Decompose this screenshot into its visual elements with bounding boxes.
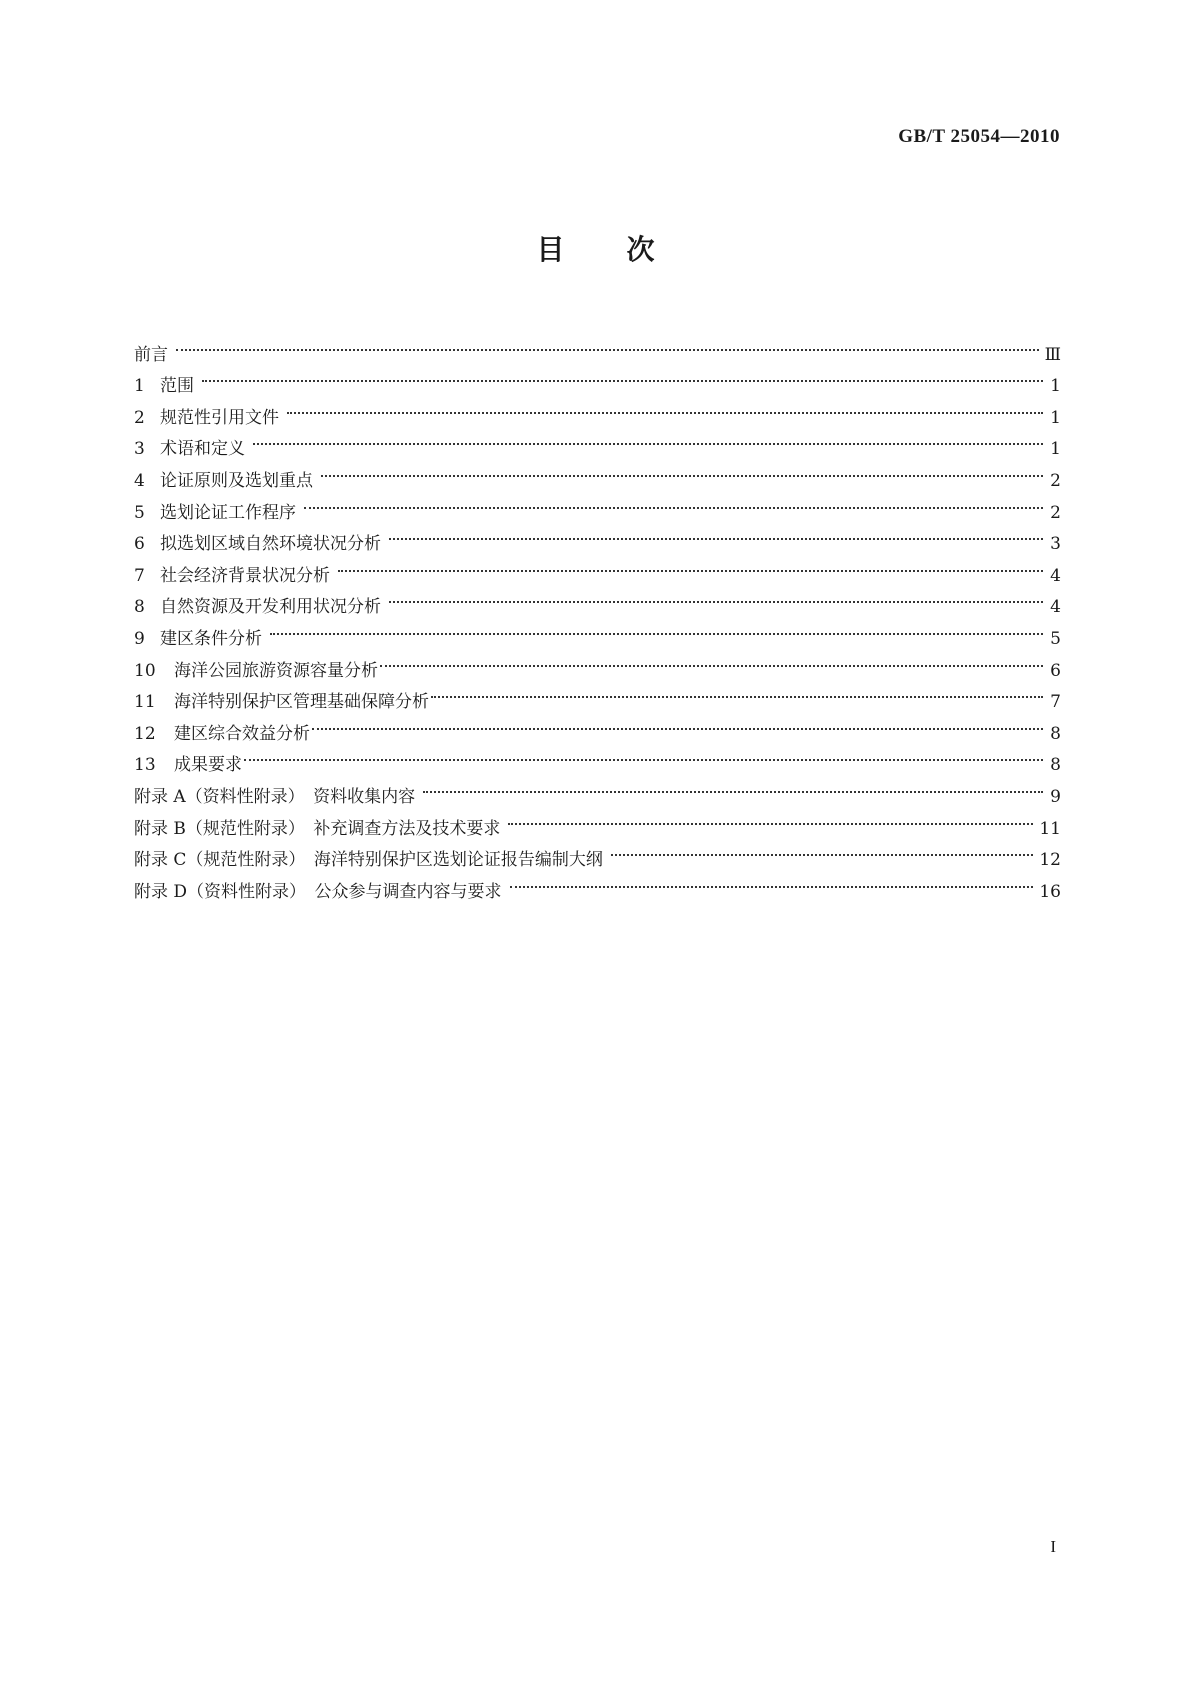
toc-entry-label: 建区综合效益分析 bbox=[174, 723, 310, 744]
toc-entry-page: 16 bbox=[1039, 881, 1061, 902]
toc-entry-label: 附录 D（资料性附录） 公众参与调查内容与要求 bbox=[134, 881, 502, 902]
toc-entry-3[interactable] bbox=[134, 423, 1061, 460]
toc-entry-page: 3 bbox=[1050, 534, 1061, 555]
toc-entry-number: 9 bbox=[134, 628, 145, 649]
toc-entry-page: 2 bbox=[1050, 470, 1061, 491]
toc-entry-label: 前言 bbox=[134, 344, 168, 365]
toc-entry-label: 范围 bbox=[160, 376, 194, 397]
toc-entry-label: 选划论证工作程序 bbox=[160, 502, 296, 523]
toc-entry-number: 6 bbox=[134, 534, 145, 555]
toc-entry-label: 附录 A（资料性附录） 资料收集内容 bbox=[134, 786, 416, 807]
toc-entry-number: 5 bbox=[134, 502, 145, 523]
toc-entry-number: 10 bbox=[134, 660, 156, 681]
toc-leader-dots bbox=[508, 802, 1033, 834]
toc-leader-dots bbox=[253, 423, 1043, 455]
toc-entry-label: 规范性引用文件 bbox=[160, 407, 279, 428]
standard-number: GB/T 25054—2010 bbox=[898, 126, 1060, 147]
toc-entry-number: 8 bbox=[134, 597, 145, 618]
toc-entry-label: 海洋公园旅游资源容量分析 bbox=[174, 660, 378, 681]
toc-leader-dots bbox=[510, 865, 1034, 897]
toc-entry-page: Ⅲ bbox=[1044, 344, 1061, 365]
toc-leader-dots bbox=[202, 360, 1043, 392]
toc-entry-page: 7 bbox=[1050, 692, 1061, 713]
toc-entry-page: 1 bbox=[1050, 439, 1061, 460]
toc-entry-foreword[interactable] bbox=[134, 328, 1061, 365]
toc-entry-1[interactable] bbox=[134, 360, 1061, 397]
toc-entry-number: 3 bbox=[134, 439, 145, 460]
toc-leader-dots bbox=[338, 549, 1043, 581]
toc-leader-dots bbox=[287, 391, 1043, 423]
toc-entry-page: 2 bbox=[1050, 502, 1061, 523]
toc-entry-label: 海洋特别保护区管理基础保障分析 bbox=[174, 692, 429, 713]
toc-leader-dots bbox=[321, 454, 1043, 486]
toc-entry-13[interactable] bbox=[134, 739, 1061, 776]
toc-entry-page: 6 bbox=[1050, 660, 1061, 681]
toc-leader-dots bbox=[270, 612, 1043, 644]
toc-entry-page: 4 bbox=[1050, 565, 1061, 586]
toc-leader-dots bbox=[244, 739, 1043, 771]
toc-entry-page: 9 bbox=[1050, 786, 1061, 807]
toc-entry-annex-a[interactable] bbox=[134, 770, 1061, 807]
toc-entry-2[interactable] bbox=[134, 391, 1061, 428]
toc-entry-page: 1 bbox=[1050, 376, 1061, 397]
toc-entry-number: 11 bbox=[134, 692, 156, 713]
page-title-char-1: 目 bbox=[536, 233, 565, 266]
toc-entry-label: 成果要求 bbox=[174, 755, 242, 776]
toc-leader-dots bbox=[389, 518, 1043, 550]
toc-entry-number: 7 bbox=[134, 565, 145, 586]
toc-entry-page: 8 bbox=[1050, 755, 1061, 776]
toc-entry-page: 11 bbox=[1039, 818, 1061, 839]
toc-leader-dots bbox=[312, 707, 1043, 739]
toc-leader-dots bbox=[380, 644, 1043, 676]
toc-entry-label: 自然资源及开发利用状况分析 bbox=[160, 597, 381, 618]
page-title-char-2: 次 bbox=[626, 233, 655, 266]
toc-entry-page: 5 bbox=[1050, 628, 1061, 649]
toc-leader-dots bbox=[176, 328, 1039, 360]
table-of-contents bbox=[134, 328, 1061, 902]
toc-entry-number: 13 bbox=[134, 755, 156, 776]
toc-leader-dots bbox=[304, 486, 1043, 518]
toc-leader-dots bbox=[389, 581, 1043, 613]
toc-entry-label: 拟选划区域自然环境状况分析 bbox=[160, 534, 381, 555]
toc-entry-page: 1 bbox=[1050, 407, 1061, 428]
toc-entry-label: 术语和定义 bbox=[160, 439, 245, 460]
toc-entry-number: 12 bbox=[134, 723, 156, 744]
toc-leader-dots bbox=[431, 676, 1043, 708]
page-title bbox=[0, 228, 1191, 268]
toc-entry-label: 论证原则及选划重点 bbox=[160, 470, 313, 491]
toc-entry-label: 附录 C（规范性附录） 海洋特别保护区选划论证报告编制大纲 bbox=[134, 850, 603, 871]
toc-entry-page: 12 bbox=[1039, 850, 1061, 871]
toc-entry-number: 1 bbox=[134, 376, 145, 397]
toc-leader-dots bbox=[611, 834, 1033, 866]
toc-entry-10[interactable] bbox=[134, 644, 1061, 681]
toc-entry-label: 建区条件分析 bbox=[160, 628, 262, 649]
page-number: I bbox=[1050, 1537, 1056, 1556]
toc-leader-dots bbox=[423, 770, 1043, 802]
toc-entry-page: 8 bbox=[1050, 723, 1061, 744]
toc-entry-number: 2 bbox=[134, 407, 145, 428]
toc-entry-4[interactable] bbox=[134, 454, 1061, 491]
toc-entry-label: 社会经济背景状况分析 bbox=[160, 565, 330, 586]
toc-entry-number: 4 bbox=[134, 470, 145, 491]
toc-entry-page: 4 bbox=[1050, 597, 1061, 618]
toc-entry-label: 附录 B（规范性附录） 补充调查方法及技术要求 bbox=[134, 818, 501, 839]
toc-entry-9[interactable] bbox=[134, 612, 1061, 649]
